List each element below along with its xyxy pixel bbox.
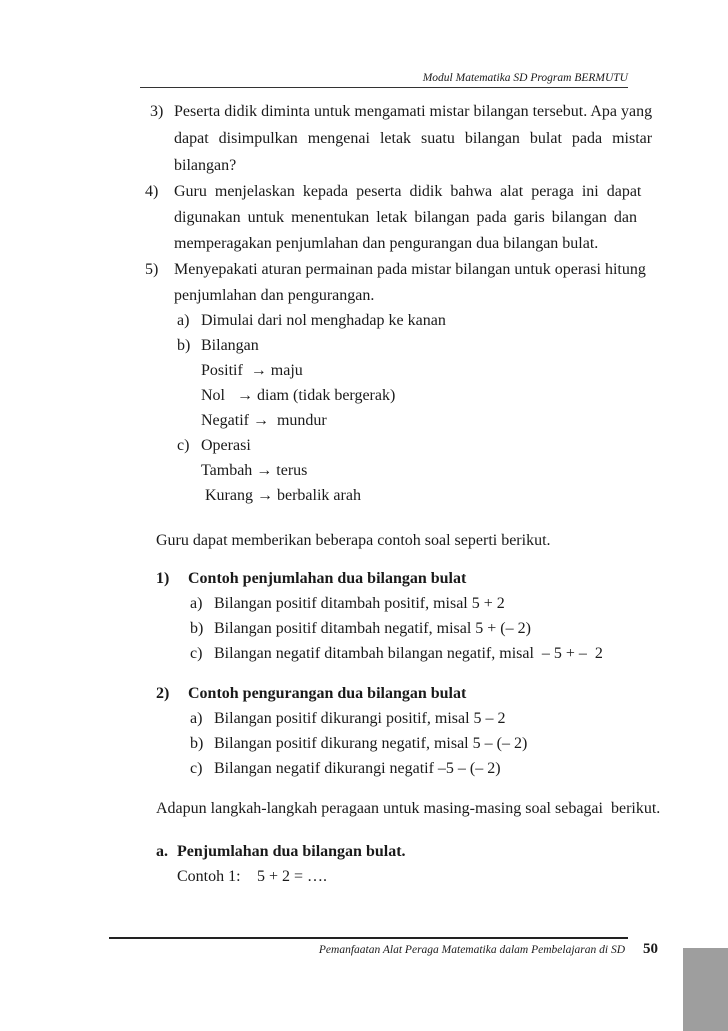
step-3-line-2	[174, 129, 653, 149]
example-2-c-text: Bilangan negatif dikurangi negatif –5 – (– 2)	[214, 760, 501, 777]
rule-b-item-nol: Nol → diam (tidak bergerak)	[201, 387, 396, 404]
step-4-line-2: digunakan untuk menentukan letak bilangan pada garis bilangan dan	[174, 209, 637, 226]
section-a-title: Penjumlahan dua bilangan bulat.	[177, 843, 406, 860]
step-5-number: 5)	[145, 261, 159, 278]
rule-b-label: b)	[177, 337, 191, 354]
example-1-number: 1)	[156, 570, 170, 587]
header-divider	[140, 87, 628, 88]
example-2-b-label: b)	[190, 735, 204, 752]
steps-intro: Adapun langkah-langkah peragaan untuk masing-masing soal sebagai berikut.	[156, 800, 661, 817]
rule-b-item-negatif: Negatif → mundur	[201, 412, 327, 429]
section-a-example-label: Contoh 1:	[177, 868, 241, 885]
rule-b-text: Bilangan	[201, 337, 259, 354]
example-2-title: Contoh pengurangan dua bilangan bulat	[188, 685, 467, 702]
running-header: Modul Matematika SD Program BERMUTU	[422, 72, 628, 84]
example-2-b-text: Bilangan positif dikurang negatif, misal 5 – (– 2)	[214, 735, 528, 752]
example-1-c-text: Bilangan negatif ditambah bilangan negatif, misal – 5 + – 2	[214, 645, 603, 662]
example-1-a-text: Bilangan positif ditambah positif, misal 5 + 2	[214, 595, 505, 612]
rule-b-item-positif: Positif → maju	[201, 362, 303, 379]
step-5-line-2: penjumlahan dan pengurangan.	[174, 287, 375, 304]
step-3-number: 3)	[150, 103, 164, 120]
step-5-line-1: Menyepakati aturan permainan pada mistar bilangan untuk operasi hitung	[174, 261, 646, 278]
footer-divider	[109, 937, 628, 939]
example-1-b-label: b)	[190, 620, 204, 637]
example-1-c-label: c)	[190, 645, 203, 662]
example-2-a-label: a)	[190, 710, 203, 727]
step-4-line-1: Guru menjelaskan kepada peserta didik bahwa alat peraga ini dapat	[174, 183, 642, 200]
page-edge-tab	[683, 948, 728, 1031]
example-1-b-text: Bilangan positif ditambah negatif, misal 5 + (– 2)	[214, 620, 531, 637]
section-a-example-value: 5 + 2 = ….	[257, 868, 328, 885]
example-2-a-text: Bilangan positif dikurangi positif, misal 5 – 2	[214, 710, 506, 727]
example-2-c-label: c)	[190, 760, 203, 777]
running-footer: Pemanfaatan Alat Peraga Matematika dalam Pembelajaran di SD	[318, 944, 625, 956]
step-3-line-1: Peserta didik diminta untuk mengamati mistar bilangan tersebut. Apa yang	[174, 103, 653, 120]
rule-c-label: c)	[177, 437, 190, 454]
page-number: 50	[643, 941, 658, 957]
rule-c-item-tambah: Tambah → terus	[201, 462, 308, 479]
rule-c-text: Operasi	[201, 437, 251, 454]
step-4-line-3: memperagakan penjumlahan dan pengurangan dua bilangan bulat.	[174, 235, 599, 252]
rule-a-label: a)	[177, 312, 190, 329]
example-1-a-label: a)	[190, 595, 203, 612]
example-1-title: Contoh penjumlahan dua bilangan bulat	[188, 570, 467, 587]
rule-a-text: Dimulai dari nol menghadap ke kanan	[201, 312, 446, 329]
example-2-number: 2)	[156, 685, 170, 702]
step-4-number: 4)	[145, 183, 159, 200]
examples-intro: Guru dapat memberikan beberapa contoh soal seperti berikut.	[156, 532, 551, 549]
step-3-line-2-text: dapat disimpulkan mengenai letak suatu bilangan bulat pada mistar	[174, 130, 653, 147]
section-a-label: a.	[156, 843, 168, 860]
step-3-line-3: bilangan?	[174, 157, 237, 174]
rule-c-item-kurang: Kurang → berbalik arah	[201, 487, 361, 504]
